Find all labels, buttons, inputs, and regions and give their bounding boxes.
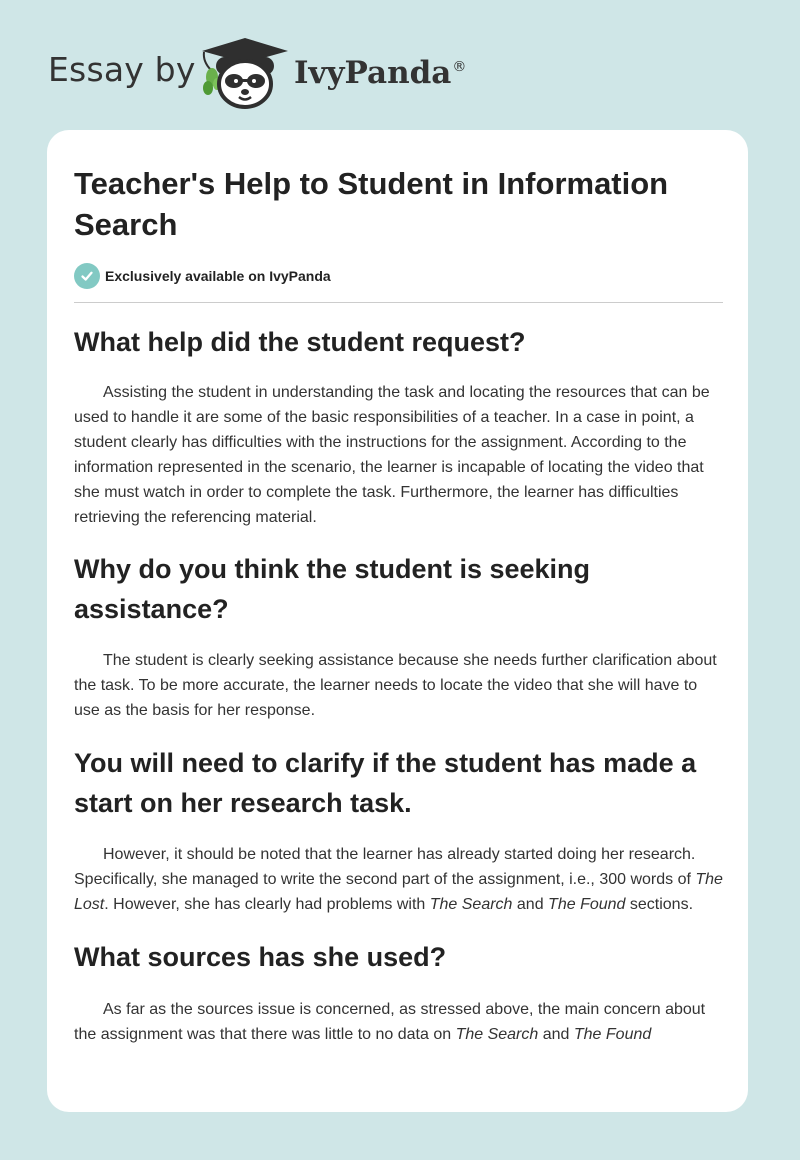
brand-name[interactable]	[294, 53, 466, 93]
panda-logo-icon[interactable]	[199, 36, 291, 110]
section-paragraph-seeking-assistance: The student is clearly seeking assistance because she needs further clarification about the task. To be more accurate, the learner needs to locate the video that she will have to use as the basis for her response.	[74, 652, 717, 719]
essay-by-label: Essay by	[48, 50, 196, 89]
checkmark-icon	[74, 263, 100, 289]
section-paragraph-sources-used	[74, 997, 724, 1047]
site-header	[0, 0, 800, 120]
registered-mark: ®	[452, 59, 467, 75]
brand-text: IvyPanda	[294, 55, 452, 91]
text-segment: However, it should be noted that the learner has already started doing her research. Specifically, she managed to write the second part of the assignment, i.e., 300 words of	[74, 846, 696, 888]
italic-title: The Search	[455, 1026, 539, 1043]
section-heading-seeking-assistance: Why do you think the student is seeking assistance?	[74, 554, 591, 624]
essay-title: Teacher's Help to Student in Information Search	[74, 166, 669, 242]
text-segment: . However, she has clearly had problems with	[104, 896, 430, 913]
badge-text: Exclusively available on IvyPanda	[105, 268, 331, 284]
section-heading-help-requested: What help did the student request?	[74, 327, 526, 357]
italic-title: The Found	[548, 896, 626, 913]
italic-title: The Search	[429, 896, 513, 913]
italic-title: The Lost	[74, 871, 723, 913]
section-paragraph-research-start	[74, 842, 724, 917]
italic-title: The Found	[573, 1026, 652, 1043]
text-segment: and	[512, 896, 549, 913]
divider	[74, 302, 723, 303]
section-heading-research-start: You will need to clarify if the student has made a start on her research task.	[74, 748, 697, 818]
text-segment: As far as the sources issue is concerned, as stressed above, the main concern about the assignment was that there was little to no data on	[74, 1001, 706, 1043]
section-paragraph-help-requested: Assisting the student in understanding the task and locating the resources that can be used to handle it are some of the basic responsibilities of a teacher. In a case in point, a student clearly has difficulties with the instructions for the assignment. According to the information represented in the scenario, the learner is incapable of locating the video that she must watch in order to complete the task. Furthermore, the learner has difficulties retrieving the referencing material.	[74, 384, 710, 526]
text-segment: and	[538, 1026, 574, 1043]
section-heading-sources-used: What sources has she used?	[74, 942, 447, 972]
essay-content	[74, 163, 724, 1047]
exclusive-badge	[74, 262, 724, 290]
essay-card	[47, 130, 748, 1112]
text-segment: sections.	[625, 896, 694, 913]
